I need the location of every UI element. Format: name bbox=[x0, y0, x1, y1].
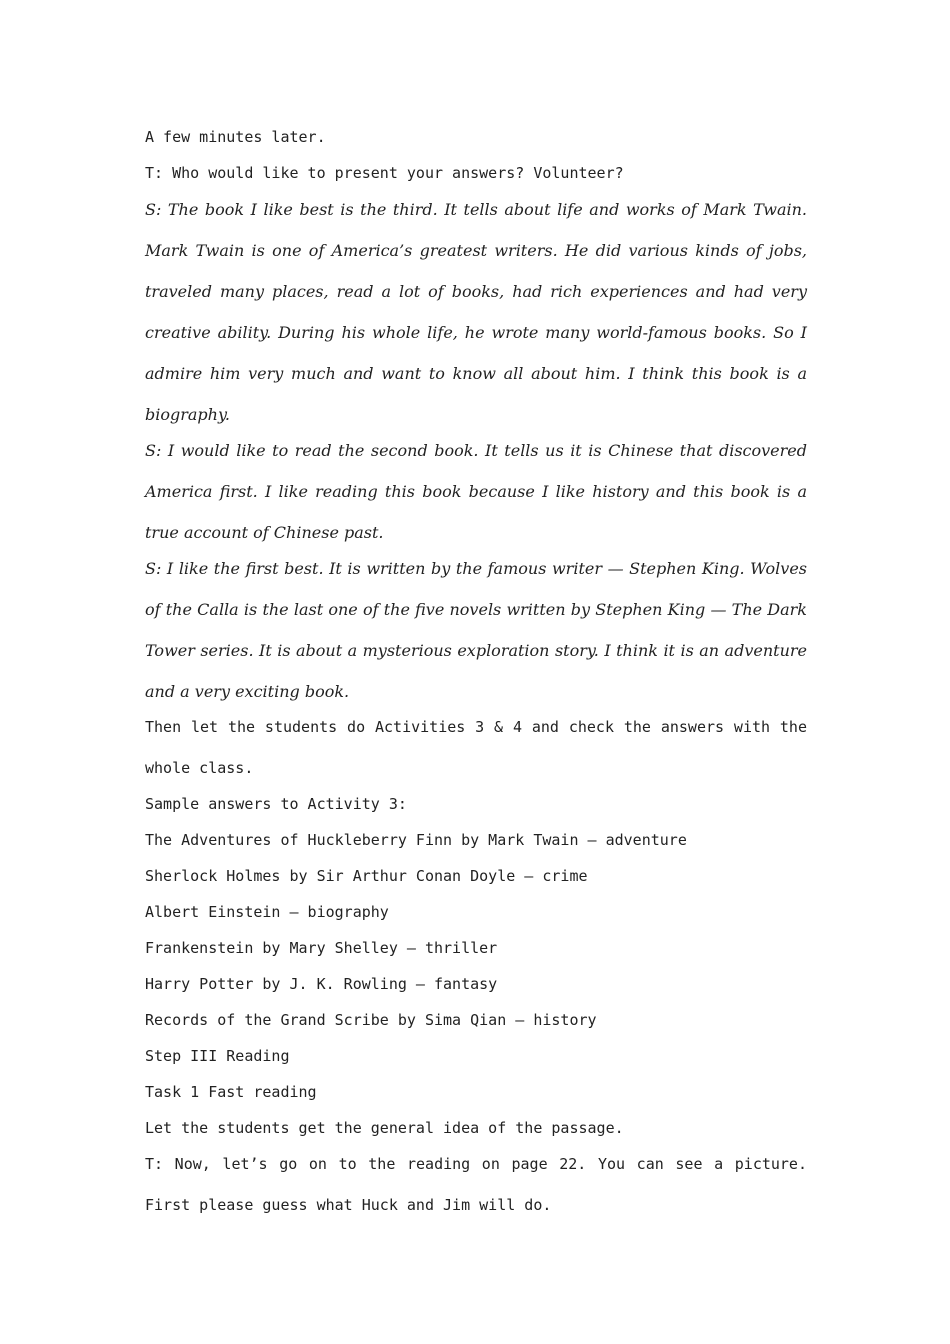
paragraph-teacher-reading-intro: T: Now, let’s go on to the reading on page 22. You can see a picture. First please guess what Huck and Jim will do. bbox=[145, 1155, 807, 1214]
step-heading: Step III Reading bbox=[145, 1047, 290, 1065]
paragraph-student-answer-2: S: I would like to read the second book. It tells us it is Chinese that discovered America first. I like reading this book because I like history and this book is a true account of Chinese past. bbox=[145, 441, 807, 542]
list-item: Sherlock Holmes by Sir Arthur Conan Doyle — crime bbox=[145, 867, 588, 885]
list-item: Albert Einstein — biography bbox=[145, 903, 389, 921]
paragraph-student-answer-3: S: I like the first best. It is written by the famous writer — Stephen King. Wolves of the Calla is the last one of the five novels written by Stephen King — The Dark Tower series. It is about a mysterious exploration story. I think it is an adventure and a very exciting book. bbox=[145, 559, 807, 701]
list-item: Harry Potter by J. K. Rowling — fantasy bbox=[145, 975, 498, 993]
list-item: Frankenstein by Mary Shelley — thriller bbox=[145, 939, 498, 957]
task-heading: Task 1 Fast reading bbox=[145, 1083, 317, 1101]
paragraph-activities-instruction: Then let the students do Activities 3 & 4 and check the answers with the whole class. bbox=[145, 718, 807, 777]
paragraph-student-answer-1: S: The book I like best is the third. It tells about life and works of Mark Twain. Mark Twain is one of America’s greatest writers. He did various kinds of jobs, traveled many places, read a lot of books, had rich experiences and had very creative ability. During his whole life, he wrote many world-famous books. So I admire him very much and want to know all about him. I think this book is a biography. bbox=[145, 200, 807, 424]
lesson-plan-text bbox=[145, 123, 807, 1227]
paragraph-teacher-question: T: Who would like to present your answers? Volunteer? bbox=[145, 164, 624, 182]
paragraph-general-idea: Let the students get the general idea of the passage. bbox=[145, 1119, 624, 1137]
list-item: The Adventures of Huckleberry Finn by Mark Twain — adventure bbox=[145, 831, 687, 849]
paragraph-few-minutes-later: A few minutes later. bbox=[145, 128, 326, 146]
list-item: Records of the Grand Scribe by Sima Qian — history bbox=[145, 1011, 597, 1029]
paragraph-sample-answers-heading: Sample answers to Activity 3: bbox=[145, 795, 407, 813]
